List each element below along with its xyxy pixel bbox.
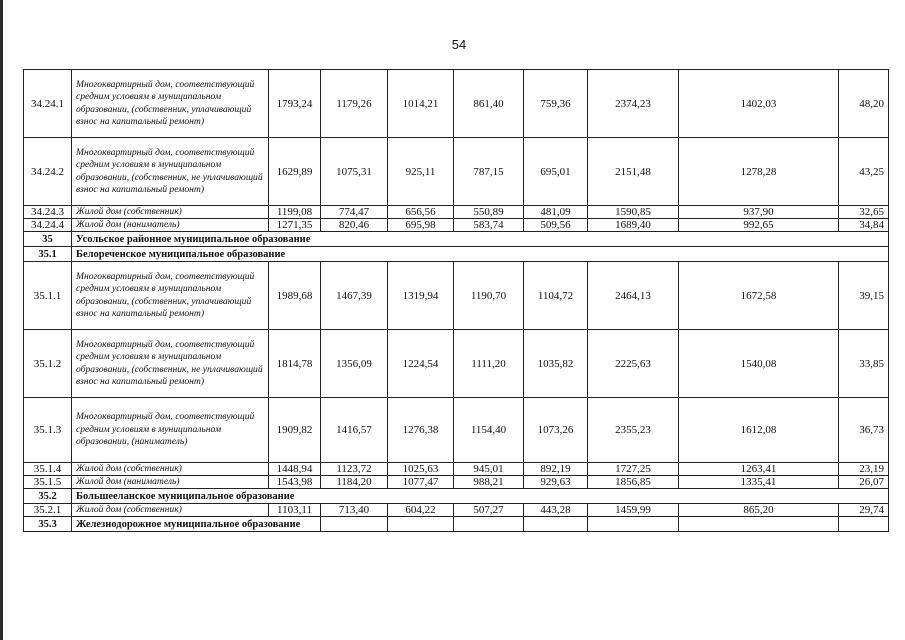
value-cell: 34,84 [839,219,889,232]
value-cell: 1123,72 [321,463,388,476]
row-code: 35.1.4 [24,463,72,476]
empty-cell [524,517,588,532]
value-cell: 1402,03 [679,70,839,138]
value-cell: 43,25 [839,138,889,206]
value-cell: 443,28 [524,504,588,517]
value-cell: 861,40 [454,70,524,138]
table-row [24,330,889,398]
value-cell: 1909,82 [269,398,321,463]
section-row [24,232,889,247]
table-row [24,476,889,489]
value-cell: 1416,57 [321,398,388,463]
value-cell: 820,46 [321,219,388,232]
value-cell: 1543,98 [269,476,321,489]
section-title: Железнодорожное муниципальное образование [72,517,321,532]
table-row [24,262,889,330]
value-cell: 23,19 [839,463,889,476]
table-row [24,206,889,219]
row-description: Многоквартирный дом, соответствующий средним условиям в муниципальном образовании, (собственник, уплачивающий взнос на капитальный ремонт) [72,262,269,330]
section-row [24,247,889,262]
row-description: Жилой дом (наниматель) [72,219,269,232]
value-cell: 1612,08 [679,398,839,463]
value-cell: 713,40 [321,504,388,517]
section-title: Белореченское муниципальное образование [72,247,889,262]
row-code: 34.24.4 [24,219,72,232]
value-cell: 1278,28 [679,138,839,206]
value-cell: 583,74 [454,219,524,232]
value-cell: 2355,23 [588,398,679,463]
value-cell: 2464,13 [588,262,679,330]
value-cell: 1689,40 [588,219,679,232]
section-code: 35 [24,232,72,247]
table-row [24,138,889,206]
empty-cell [454,517,524,532]
scan-edge [0,0,3,640]
value-cell: 1154,40 [454,398,524,463]
value-cell: 1035,82 [524,330,588,398]
value-cell: 774,47 [321,206,388,219]
value-cell: 1467,39 [321,262,388,330]
row-description: Многоквартирный дом, соответствующий средним условиям в муниципальном образовании, (собственник, уплачивающий взнос на капитальный ремонт) [72,70,269,138]
row-description: Жилой дом (собственник) [72,463,269,476]
row-description: Жилой дом (собственник) [72,206,269,219]
value-cell: 1199,08 [269,206,321,219]
section-code: 35.2 [24,489,72,504]
value-cell: 550,89 [454,206,524,219]
table-row [24,398,889,463]
value-cell: 1590,85 [588,206,679,219]
value-cell: 33,85 [839,330,889,398]
value-cell: 1190,70 [454,262,524,330]
row-code: 35.2.1 [24,504,72,517]
section-title: Усольское районное муниципальное образование [72,232,889,247]
value-cell: 1856,85 [588,476,679,489]
value-cell: 865,20 [679,504,839,517]
value-cell: 509,56 [524,219,588,232]
value-cell: 36,73 [839,398,889,463]
value-cell: 481,09 [524,206,588,219]
row-description: Многоквартирный дом, соответствующий средним условиям в муниципальном образовании, (собственник, не уплачивающий взнос на капитальный ремонт) [72,138,269,206]
value-cell: 1672,58 [679,262,839,330]
value-cell: 1104,72 [524,262,588,330]
value-cell: 1111,20 [454,330,524,398]
table-row [24,463,889,476]
value-cell: 695,01 [524,138,588,206]
table-row [24,70,889,138]
section-code: 35.3 [24,517,72,532]
value-cell: 1224,54 [388,330,454,398]
empty-cell [588,517,679,532]
value-cell: 1335,41 [679,476,839,489]
value-cell: 32,65 [839,206,889,219]
section-code: 35.1 [24,247,72,262]
value-cell: 992,65 [679,219,839,232]
value-cell: 1727,25 [588,463,679,476]
empty-cell [388,517,454,532]
value-cell: 988,21 [454,476,524,489]
value-cell: 2374,23 [588,70,679,138]
section-title: Большееланское муниципальное образование [72,489,889,504]
empty-cell [839,517,889,532]
row-code: 35.1.5 [24,476,72,489]
value-cell: 1184,20 [321,476,388,489]
value-cell: 29,74 [839,504,889,517]
value-cell: 1356,09 [321,330,388,398]
page-number: 54 [451,37,467,52]
value-cell: 1814,78 [269,330,321,398]
value-cell: 1077,47 [388,476,454,489]
value-cell: 39,15 [839,262,889,330]
value-cell: 945,01 [454,463,524,476]
value-cell: 695,98 [388,219,454,232]
tariff-table [23,69,889,532]
empty-cell [321,517,388,532]
value-cell: 1025,63 [388,463,454,476]
row-description: Многоквартирный дом, соответствующий средним условиям в муниципальном образовании, (наниматель) [72,398,269,463]
table-row [24,504,889,517]
value-cell: 1448,94 [269,463,321,476]
row-code: 35.1.3 [24,398,72,463]
row-code: 34.24.1 [24,70,72,138]
value-cell: 1179,26 [321,70,388,138]
value-cell: 2225,63 [588,330,679,398]
value-cell: 48,20 [839,70,889,138]
value-cell: 1459,99 [588,504,679,517]
value-cell: 1075,31 [321,138,388,206]
value-cell: 1014,21 [388,70,454,138]
value-cell: 787,15 [454,138,524,206]
row-description: Многоквартирный дом, соответствующий средним условиям в муниципальном образовании, (собственник, не уплачивающий взнос на капитальный ремонт) [72,330,269,398]
section-row [24,489,889,504]
value-cell: 656,56 [388,206,454,219]
value-cell: 1103,11 [269,504,321,517]
row-code: 34.24.2 [24,138,72,206]
table-row [24,219,889,232]
row-code: 34.24.3 [24,206,72,219]
value-cell: 1319,94 [388,262,454,330]
value-cell: 2151,48 [588,138,679,206]
value-cell: 604,22 [388,504,454,517]
value-cell: 1629,89 [269,138,321,206]
row-description: Жилой дом (наниматель) [72,476,269,489]
row-description: Жилой дом (собственник) [72,504,269,517]
value-cell: 937,90 [679,206,839,219]
value-cell: 892,19 [524,463,588,476]
value-cell: 1989,68 [269,262,321,330]
value-cell: 1073,26 [524,398,588,463]
value-cell: 1271,35 [269,219,321,232]
value-cell: 507,27 [454,504,524,517]
value-cell: 1263,41 [679,463,839,476]
section-row [24,517,889,532]
value-cell: 1793,24 [269,70,321,138]
value-cell: 759,36 [524,70,588,138]
value-cell: 1276,38 [388,398,454,463]
row-code: 35.1.1 [24,262,72,330]
row-code: 35.1.2 [24,330,72,398]
value-cell: 929,63 [524,476,588,489]
value-cell: 26,07 [839,476,889,489]
value-cell: 1540,08 [679,330,839,398]
empty-cell [679,517,839,532]
value-cell: 925,11 [388,138,454,206]
